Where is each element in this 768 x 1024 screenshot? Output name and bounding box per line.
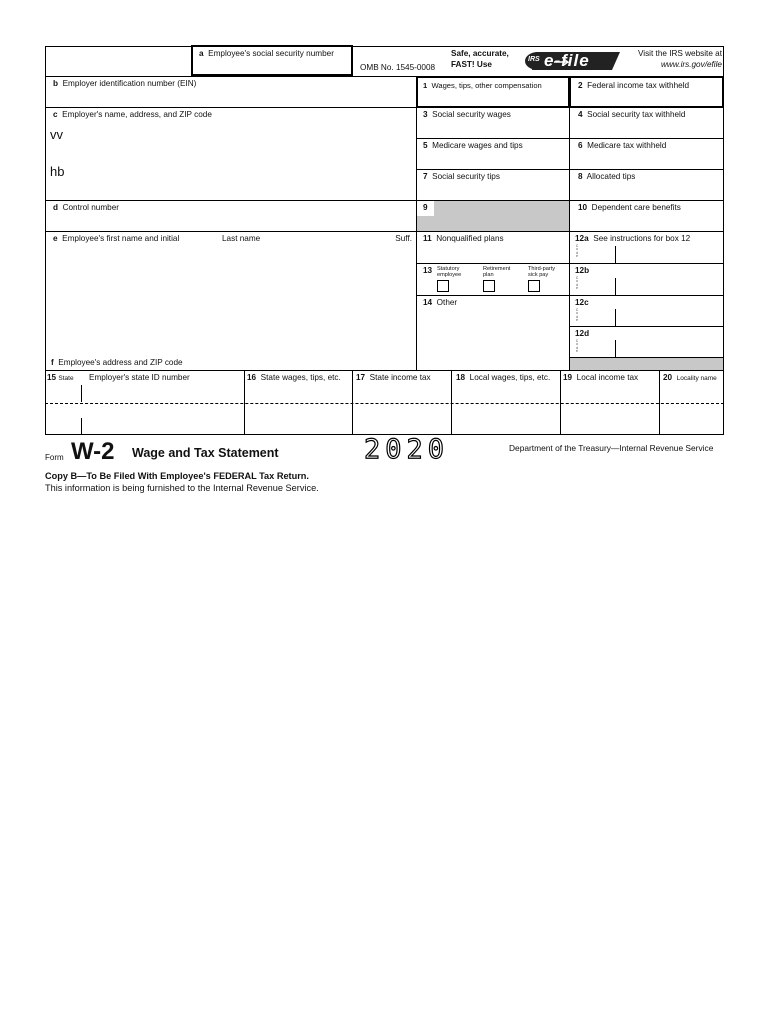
box-12c-code-divider bbox=[615, 309, 616, 326]
irs-efile-logo bbox=[524, 50, 624, 72]
header-left-cell bbox=[45, 46, 192, 76]
box-9: 9 bbox=[416, 200, 570, 231]
ssn-box[interactable] bbox=[191, 45, 353, 76]
box-15-label: 15 State bbox=[47, 373, 74, 382]
statutory-employee-checkbox[interactable] bbox=[437, 280, 449, 292]
form-name: W-2 bbox=[71, 438, 115, 465]
form-word: Form bbox=[45, 453, 64, 462]
box-12d-code-letters: C o d e bbox=[575, 339, 579, 354]
box-b-ein[interactable]: b Employer identification number (EIN) bbox=[45, 76, 417, 107]
box-14-other[interactable]: 14 Other bbox=[416, 295, 570, 370]
box-10-dependent-care[interactable]: 10 Dependent care benefits bbox=[569, 200, 724, 231]
info-line: This information is being furnished to the Internal Revenue Service. bbox=[45, 483, 319, 493]
form-title-block bbox=[45, 440, 345, 466]
efile-text: e-file bbox=[544, 51, 590, 70]
box-12d[interactable]: 12d C o d e bbox=[569, 326, 724, 357]
visit-line-2[interactable]: www.irs.gov/efile bbox=[661, 60, 722, 69]
box-15-employer-state-id-label: Employer's state ID number bbox=[89, 373, 190, 382]
box-12b[interactable]: 12b C o d e bbox=[569, 263, 724, 295]
safe-line-1: Safe, accurate, bbox=[451, 49, 509, 58]
form-title: Wage and Tax Statement bbox=[132, 446, 279, 460]
box-18-label: 18 Local wages, tips, etc. bbox=[456, 373, 551, 382]
box-d-control[interactable]: d Control number bbox=[45, 200, 417, 231]
copy-b-line: Copy B—To Be Filed With Employee's FEDERAL Tax Return. bbox=[45, 471, 309, 481]
box-9-shading-bottom bbox=[417, 216, 570, 231]
box-3-ss-wages[interactable]: 3 Social security wages bbox=[416, 107, 570, 138]
box-12b-code-divider bbox=[615, 278, 616, 295]
box-19-label: 19 Local income tax bbox=[563, 373, 639, 382]
irs-website-text bbox=[620, 48, 722, 70]
retirement-plan-label: Retirement plan bbox=[483, 266, 511, 278]
visit-line-1: Visit the IRS website at bbox=[637, 49, 722, 58]
department-text: Department of the Treasury—Internal Revenue Service bbox=[509, 443, 714, 453]
box-7-ss-tips[interactable]: 7 Social security tips bbox=[416, 169, 570, 200]
box-e-employee[interactable]: e Employee's first name and initial Last name Suff. f Employee's address and ZIP code bbox=[45, 231, 417, 370]
retirement-plan-checkbox[interactable] bbox=[483, 280, 495, 292]
box-2-federal-tax[interactable]: 2 Federal income tax withheld bbox=[569, 76, 724, 108]
omb-number: OMB No. 1545-0008 bbox=[360, 63, 436, 72]
box-4-ss-tax[interactable]: 4 Social security tax withheld bbox=[569, 107, 724, 138]
box-12a[interactable]: 12a See instructions for box 12 C o d e bbox=[569, 231, 724, 263]
employee-address-label: f Employee's address and ZIP code bbox=[51, 358, 183, 367]
employer-address-value: hb bbox=[50, 164, 65, 179]
box-11-nonqualified[interactable]: 11 Nonqualified plans bbox=[416, 231, 570, 263]
box-12-shaded-area bbox=[569, 357, 724, 370]
safe-accurate-text bbox=[451, 48, 509, 70]
box-12a-code-divider bbox=[615, 246, 616, 263]
third-party-sick-pay-checkbox[interactable] bbox=[528, 280, 540, 292]
box-c-employer[interactable]: c Employer's name, address, and ZIP code vv hb bbox=[45, 107, 417, 200]
statutory-employee-label: Statutory employee bbox=[437, 266, 462, 278]
box-13: 13 Statutory employee Retirement plan Third-party sick pay bbox=[416, 263, 570, 295]
ssn-label: Employee's social security number bbox=[208, 49, 334, 58]
last-name-label: Last name bbox=[222, 234, 261, 243]
box-8-allocated-tips[interactable]: 8 Allocated tips bbox=[569, 169, 724, 200]
efile-irs-text: IRS bbox=[528, 56, 540, 63]
third-party-sick-pay-label: Third-party sick pay bbox=[528, 266, 556, 278]
box-12d-code-divider bbox=[615, 340, 616, 357]
box-5-medicare-wages[interactable]: 5 Medicare wages and tips bbox=[416, 138, 570, 169]
tax-year: 2020 bbox=[364, 434, 450, 465]
box-1-wages[interactable]: 1 Wages, tips, other compensation bbox=[416, 76, 570, 108]
box-12c-code-letters: C o d e bbox=[575, 308, 579, 323]
safe-line-2: FAST! Use bbox=[451, 60, 492, 69]
box-12b-code-letters: C o d e bbox=[575, 276, 579, 291]
box-17-label: 17 State income tax bbox=[356, 373, 431, 382]
state-id-input-2[interactable] bbox=[82, 418, 244, 435]
box-6-medicare-tax[interactable]: 6 Medicare tax withheld bbox=[569, 138, 724, 169]
box-12a-code-letters: C o d e bbox=[575, 244, 579, 259]
state-row-dashed-separator bbox=[45, 403, 724, 404]
box-20-label: 20 Locality name bbox=[663, 373, 717, 382]
suffix-label: Suff. bbox=[395, 234, 412, 243]
box-a-number: a bbox=[199, 49, 204, 58]
box-16-label: 16 State wages, tips, etc. bbox=[247, 373, 341, 382]
state-id-input-1[interactable] bbox=[82, 385, 244, 402]
employer-name-value: vv bbox=[50, 127, 63, 142]
box-12c[interactable]: 12c C o d e bbox=[569, 295, 724, 326]
